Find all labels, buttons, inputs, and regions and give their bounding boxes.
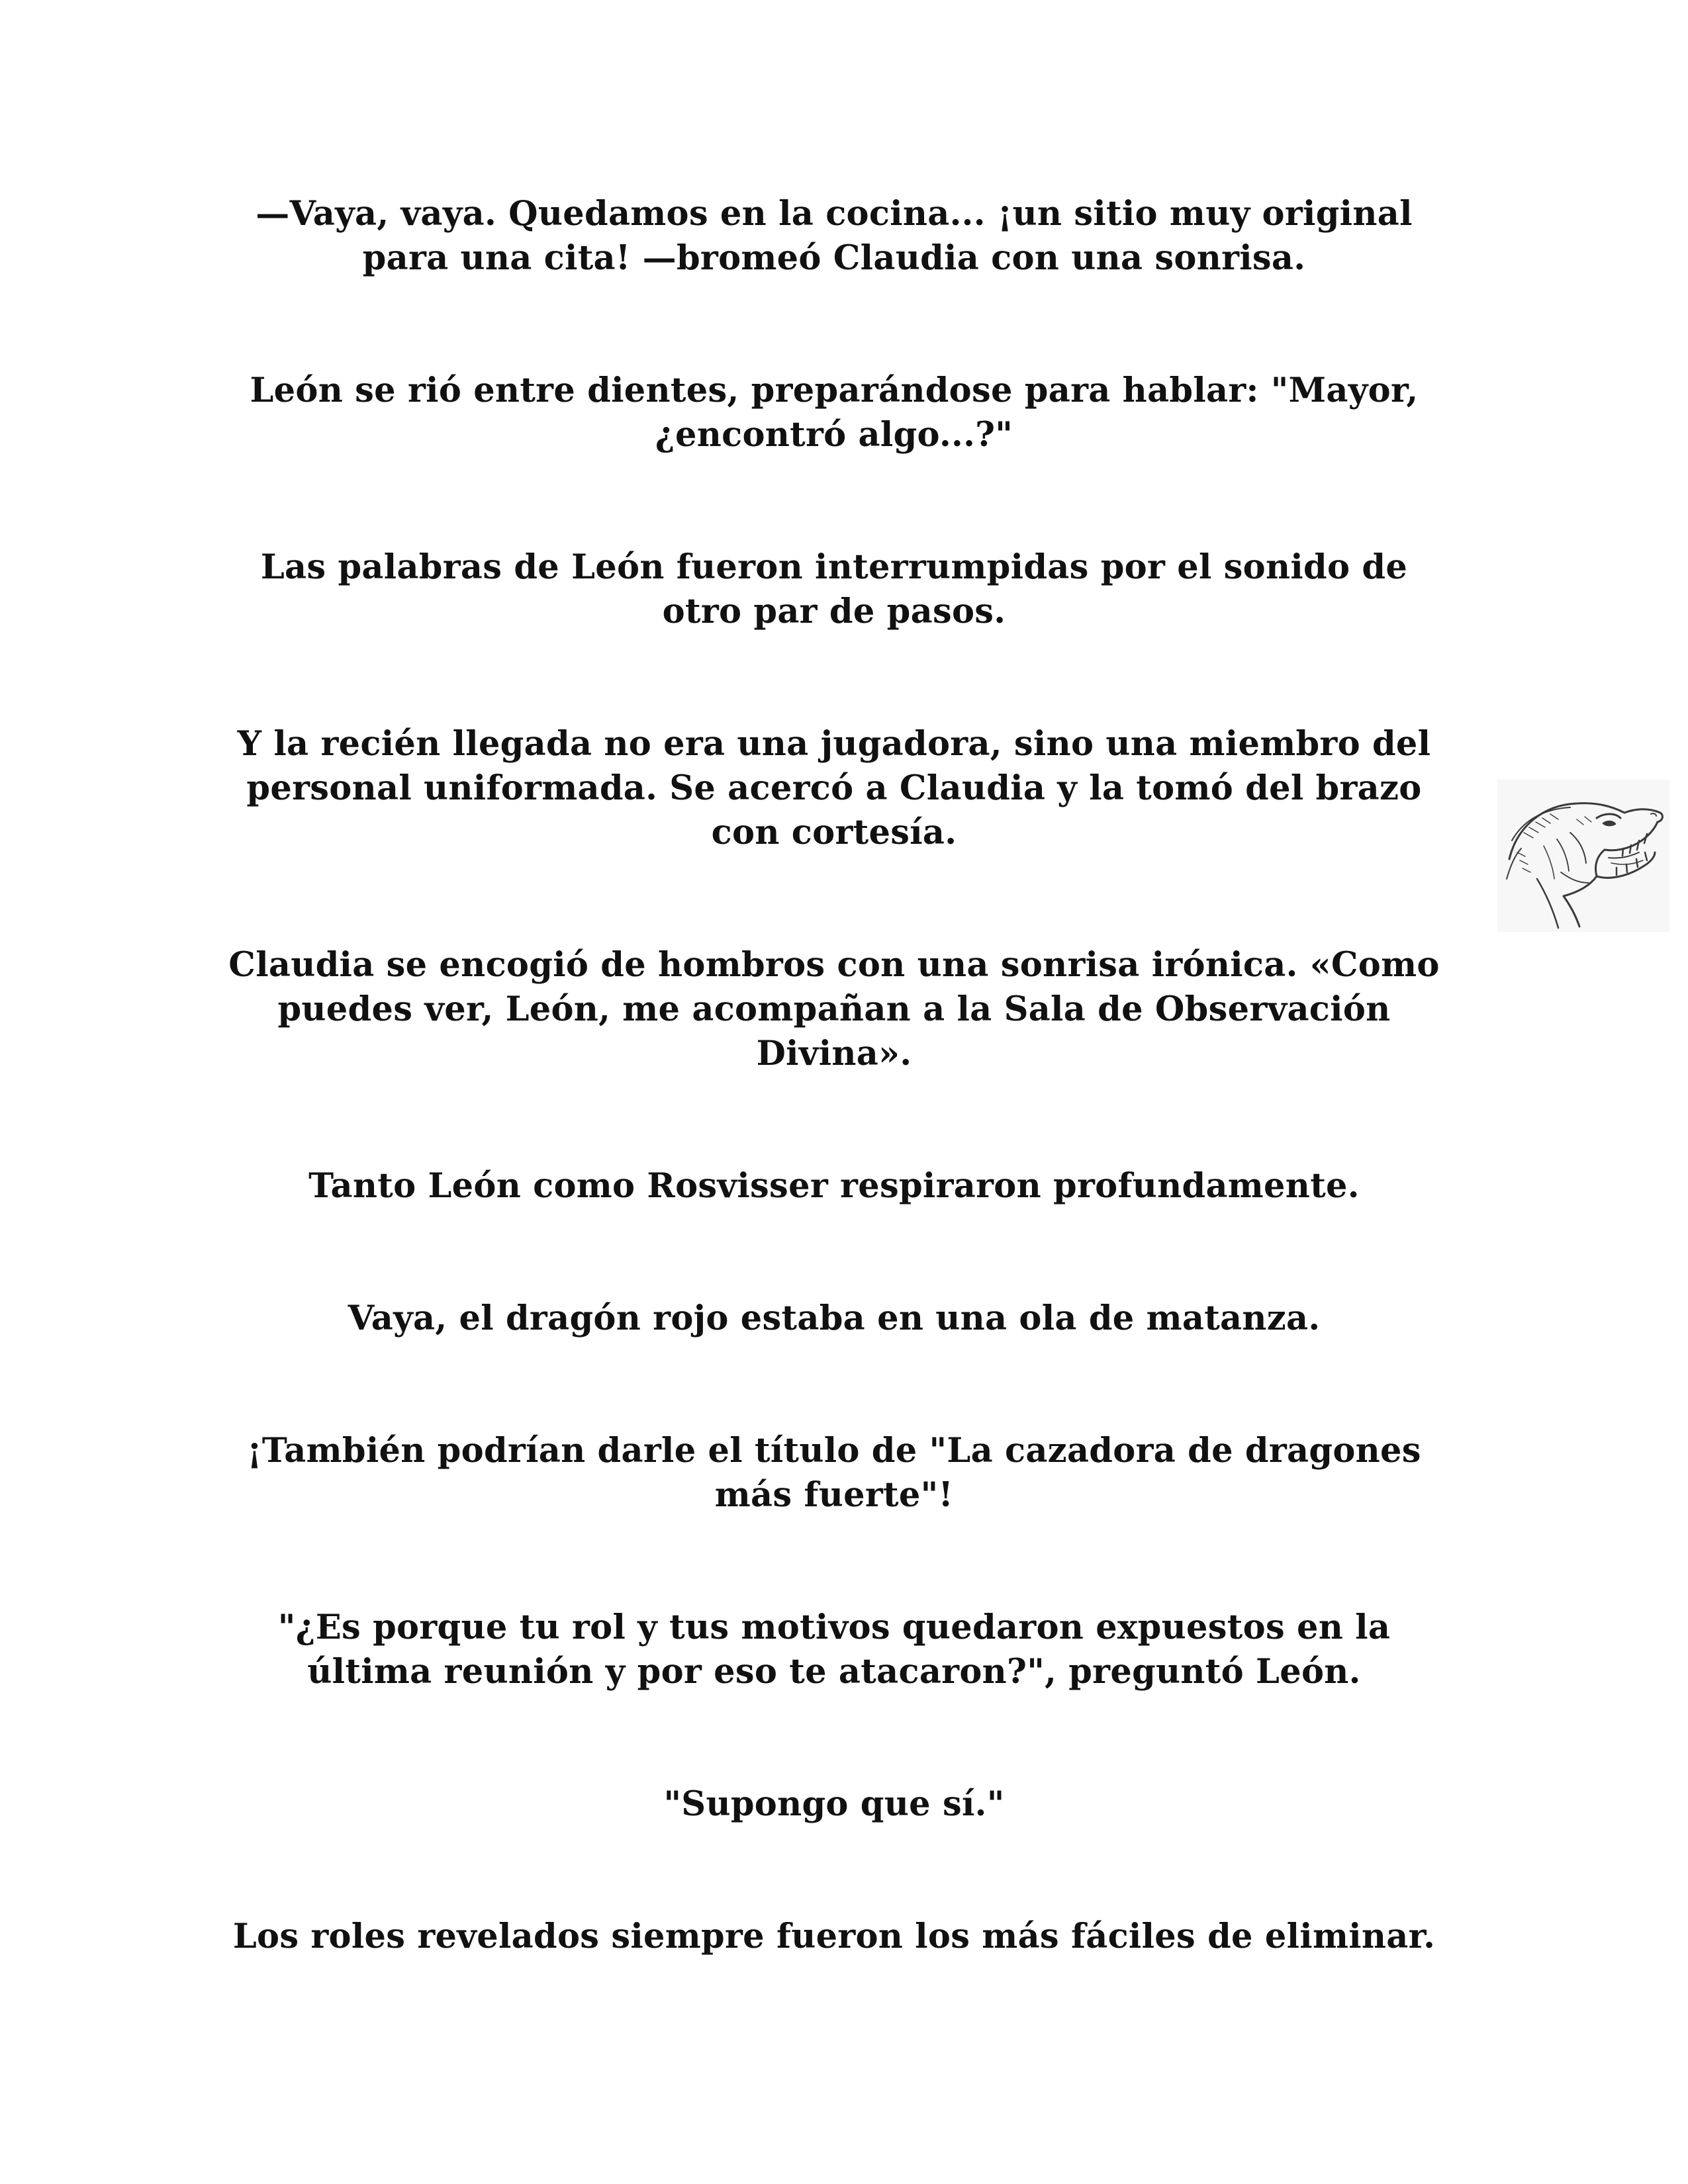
paragraph: Los roles revelados siempre fueron los más fáciles de eliminar.: [232, 1917, 1436, 1956]
paragraph: ¡También podrían darle el título de "La cazadora de dragones más fuerte"!: [247, 1431, 1421, 1515]
paragraph: Tanto León como Rosvisser respiraron profundamente.: [308, 1166, 1360, 1206]
paragraph: León se rió entre dientes, preparándose para hablar: "Mayor, ¿encontró algo...?": [250, 371, 1419, 455]
paragraph: "¿Es porque tu rol y tus motivos quedaron expuestos en la última reunión y por eso te atacaron?", preguntó León.: [277, 1608, 1391, 1692]
paragraph: Claudia se encogió de hombros con una sonrisa irónica. «Como puedes ver, León, me acompañan a la Sala de Observación Divina».: [228, 945, 1440, 1073]
paragraph: —Vaya, vaya. Quedamos en la cocina... ¡un sitio muy original para una cita! —bromeó Claudia con una sonrisa.: [256, 194, 1413, 278]
story-text: [218, 192, 1450, 2047]
paragraph: Y la recién llegada no era una jugadora, sino una miembro del personal uniformada. Se acercó a Claudia y la tomó del brazo con cortesía.: [237, 724, 1431, 852]
paragraph: Las palabras de León fueron interrumpidas por el sonido de otro par de pasos.: [260, 547, 1408, 631]
paragraph: Vaya, el dragón rojo estaba en una ola de matanza.: [348, 1298, 1321, 1338]
dragon-head-sketch-icon: [1497, 780, 1669, 932]
paragraph: "Supongo que sí.": [663, 1784, 1005, 1824]
